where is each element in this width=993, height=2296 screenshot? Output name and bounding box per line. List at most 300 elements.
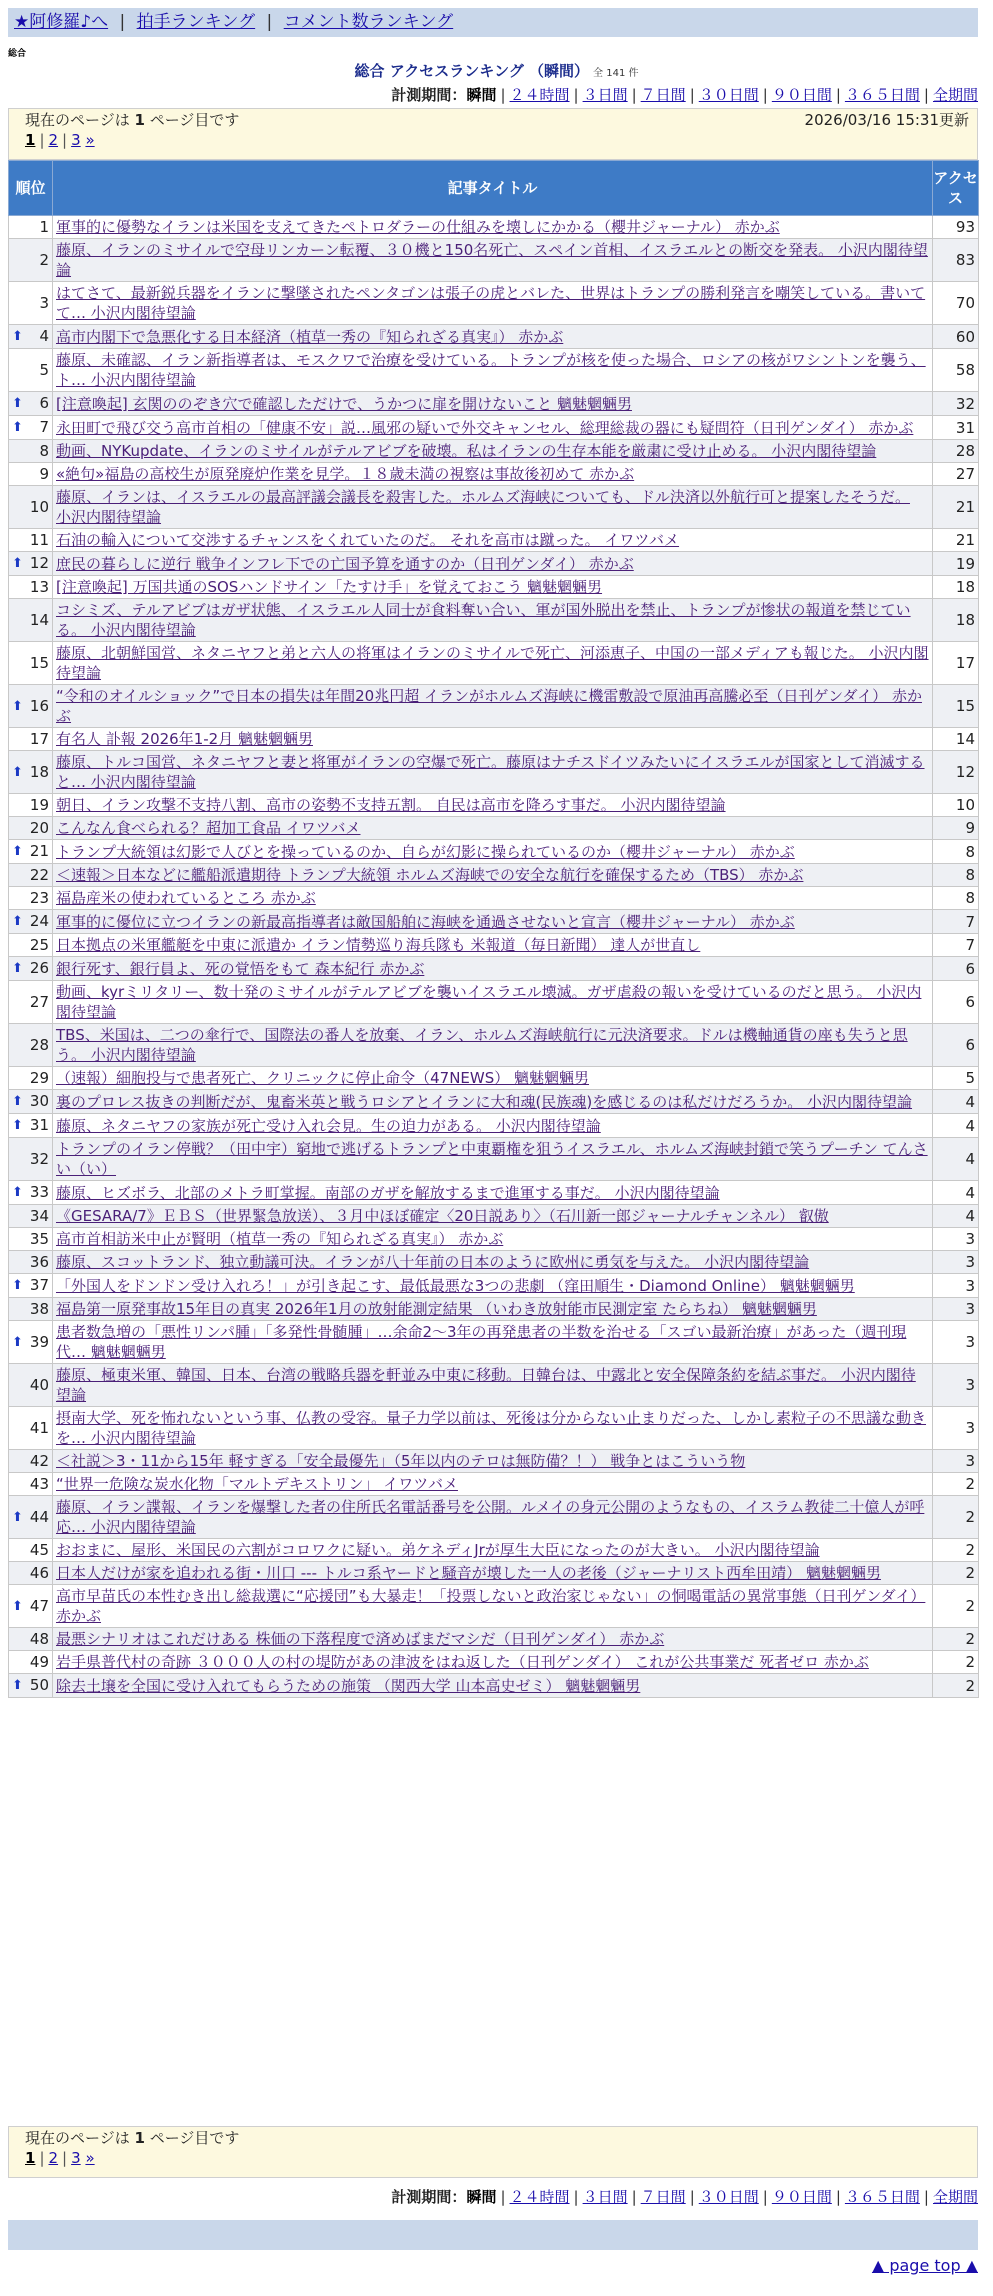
rank-cell [9,1114,53,1138]
table-row [9,1539,979,1562]
rank-cell [9,486,53,529]
article-title-link[interactable]: 藤原、北朝鮮国営、ネタニヤフと弟と六人の将軍はイランのミサイルで死亡、河添恵子、中国の一部メディアも報じた。 小沢内閣待望論 [56,644,929,682]
rank-number: 4 [39,327,49,345]
title-cell [53,1539,933,1562]
access-count: 3 [933,1228,979,1251]
article-title-link[interactable]: 藤原、極東米軍、韓国、日本、台湾の戦略兵器を軒並み中東に移動。日韓台は、中露北と安全保障条約を結ぶ事だ。 小沢内閣待望論 [56,1366,916,1404]
rank-number: 28 [29,1036,49,1054]
title-cell [53,1562,933,1585]
table-row [9,642,979,685]
table-row [9,957,979,981]
period-separator: | [689,86,695,104]
table-row [9,1407,979,1450]
access-count: 6 [933,981,979,1024]
nav-separator: | [119,12,126,32]
period-label: 計測期間： [391,86,467,104]
rank-cell [9,957,53,981]
rank-cell [9,887,53,910]
rank-number: 9 [39,465,49,483]
access-count: 3 [933,1450,979,1473]
period-separator: | [762,2188,768,2206]
article-title-link[interactable]: 「外国人をドンドン受け入れろ！」が引き起こす、最低最悪な3つの悲劇 （窪田順生・Diamond Online） 魑魅魍魎男 [56,1276,855,1295]
rank-cell [9,817,53,840]
article-title-link[interactable]: 銀行死す、銀行員よ、死の覚悟をもて 森本紀行 赤かぶ [56,959,425,978]
title-cell [53,599,933,642]
rank-number: 22 [29,866,49,884]
article-title-link[interactable]: 有名人 訃報 2026年1-2月 魑魅魍魎男 [56,730,313,748]
period-separator: | [500,86,506,104]
access-count: 4 [933,1114,979,1138]
article-title-link[interactable]: 裏のプロレス抜きの判断だが、鬼畜米英と戦うロシアとイランに大和魂(民族魂)を感じるのは私だけだろうか。 小沢内閣待望論 [56,1092,913,1111]
article-title-link[interactable]: トランプ大統領は幻影で人びとを操っているのか、自らが幻影に操られているのか（櫻井ジャーナル） 赤かぶ [56,842,795,861]
page-separator: | [39,131,45,149]
updated-timestamp: 2026/03/16 15:31更新 [804,111,969,129]
rank-up-arrow-icon: ⬆ [12,1509,23,1525]
rank-cell [9,1090,53,1114]
rank-up-arrow-icon: ⬆ [12,698,23,714]
rank-cell [9,599,53,642]
article-title-link[interactable]: 患者数急増の「悪性リンパ腫」「多発性骨髄腫」…余命2～3年の再発患者の半数を治せる「スゴい最新治療」があった（週刊現代… 魑魅魍魎男 [56,1323,907,1361]
rank-cell [9,576,53,599]
period-link[interactable]: ７日間 [640,2188,686,2206]
section-label: 総合 [8,49,27,59]
ranking-table [8,160,979,1698]
table-header-row [9,161,979,216]
rank-cell [9,728,53,751]
current-page-number: 1 [134,2129,145,2147]
article-title-link[interactable]: 藤原、スコットランド、独立動議可決。イランが八十年前の日本のように欧州に勇気を与えた。 小沢内閣待望論 [56,1253,810,1271]
article-title-link[interactable]: 《GESARA/7》ＥＢＳ（世界緊急放送）、３月中ほぼ確定〈20日説あり〉（石川新一郎ジャーナルチャンネル） 叡傲 [56,1207,829,1225]
article-title-link[interactable]: 福島第一原発事故15年目の真実 2026年1月の放射能測定結果 （いわき放射能市民測定室 たらちね） 魑魅魍魎男 [56,1300,817,1318]
rank-number: 16 [29,696,49,715]
pager-bottom [8,2126,978,2178]
article-title-link[interactable]: 藤原、イランは、イスラエルの最高評議会議長を殺害した。ホルムズ海峡についても、ドル決済以外航行可と提案したそうだ。 小沢内閣待望論 [56,488,910,526]
title-cell [53,840,933,864]
article-title-link[interactable]: 日本拠点の米軍艦艇を中東に派遣か イラン情勢巡り海兵隊も 米報道（毎日新聞） 達人が世直し [56,936,701,954]
period-link[interactable]: ２４時間 [509,86,570,104]
rank-number: 12 [29,554,49,572]
rank-cell [9,794,53,817]
article-title-link[interactable]: （速報）細胞投与で患者死亡、クリニックに停止命令（47NEWS） 魑魅魍魎男 [56,1069,590,1087]
page-top-link[interactable]: ▲ page top ▲ [871,2256,978,2275]
title-cell [53,685,933,728]
article-title-link[interactable]: 庶民の暮らしに逆行 戦争インフレ下での亡国予算を通すのか（日刊ゲンダイ） 赤かぶ [56,554,634,573]
period-separator: | [573,2188,579,2206]
period-link[interactable]: ３０日間 [698,86,759,104]
article-title-link[interactable]: はてさて、最新鋭兵器をイランに撃墜されたペンタゴンは張子の虎とバレた、世界はトランプの勝利発言を嘲笑している。書いてて… 小沢内閣待望論 [56,284,926,322]
rank-number: 19 [29,796,49,814]
header-title: 記事タイトル [53,161,933,216]
period-link[interactable]: ３６５日間 [844,2188,920,2206]
period-link[interactable]: 全期間 [932,2188,978,2206]
access-count: 3 [933,1274,979,1298]
title-cell [53,1228,933,1251]
access-count: 14 [933,728,979,751]
access-count: 4 [933,1181,979,1205]
article-title-link[interactable]: «絶句»福島の高校生が原発廃炉作業を見学。１８歳未満の視察は事故後初めて 赤かぶ [56,465,635,483]
title-cell [53,1473,933,1496]
title-cell [53,817,933,840]
table-row [9,325,979,349]
rank-cell [9,1628,53,1651]
access-count: 21 [933,529,979,552]
rank-cell [9,1024,53,1067]
rank-cell [9,1228,53,1251]
access-count: 8 [933,887,979,910]
table-row [9,1067,979,1090]
rank-cell [9,392,53,416]
page-link[interactable]: 1 [25,2149,36,2167]
rank-up-arrow-icon: ⬆ [12,1598,23,1614]
article-title-link[interactable]: 藤原、ネタニヤフの家族が死亡受け入れ会見。生の迫力がある。 小沢内閣待望論 [56,1116,601,1135]
rank-number: 2 [39,251,49,269]
home-link[interactable]: ★阿修羅♪へ [14,12,109,32]
access-count: 60 [933,325,979,349]
rank-number: 33 [29,1183,49,1201]
period-separator: | [500,2188,506,2206]
access-count: 2 [933,1473,979,1496]
rank-up-arrow-icon: ⬆ [12,844,23,859]
rank-number: 49 [29,1653,49,1671]
rank-cell [9,282,53,325]
rank-cell [9,1298,53,1321]
rank-cell [9,981,53,1024]
article-title-link[interactable]: TBS、米国は、二つの傘行で、国際法の番人を放棄、イラン、ホルムズ海峡航行に元決済要求。ドルは機軸通貨の座も失うと思う。 小沢内閣待望論 [56,1026,908,1064]
rank-number: 48 [29,1630,49,1648]
rank-cell [9,1496,53,1539]
rank-cell [9,463,53,486]
table-row [9,1674,979,1698]
period-link[interactable]: 全期間 [932,86,978,104]
title-cell [53,463,933,486]
rank-cell [9,529,53,552]
table-row [9,934,979,957]
title-cell [53,1181,933,1205]
access-count: 3 [933,1364,979,1407]
rank-number: 17 [29,730,49,748]
access-count: 28 [933,440,979,463]
article-title-link[interactable]: 日本人だけが家を追われる街・川口 --- トルコ系ヤードと騒音が壊した一人の老後（ジャーナリスト西牟田靖） 魑魅魍魎男 [56,1564,881,1582]
access-count: 21 [933,486,979,529]
article-title-link[interactable]: [注意喚起] 玄関ののぞき穴で確認しただけで、うかつに扉を開けないこと 魑魅魍魎男 [56,394,632,413]
page-separator: | [62,131,68,149]
rank-up-arrow-icon: ⬆ [12,329,23,344]
access-count: 70 [933,282,979,325]
rank-cell [9,1274,53,1298]
title-cell [53,910,933,934]
rank-cell [9,239,53,282]
current-page-suffix: ページ目です [149,2129,240,2147]
rank-number: 20 [29,819,49,837]
current-page-prefix: 現在のページは [25,111,130,129]
page-separator: | [39,2149,45,2167]
rank-number: 26 [29,959,49,977]
access-count: 3 [933,1251,979,1274]
rank-up-arrow-icon: ⬆ [12,764,23,780]
rank-number: 15 [29,654,49,672]
article-title-link[interactable]: コシミズ、テルアビブはガザ状態、イスラエル人同士が食料奪い合い、軍が国外脱出を禁止、トランプが惨状の報道を禁じている。 小沢内閣待望論 [56,601,911,639]
article-title-link[interactable]: 藤原、未確認、イラン新指導者は、モスクワで治療を受けている。トランプが核を使った場合、ロシアの核がワシントンを襲う、ト… 小沢内閣待望論 [56,351,926,389]
article-title-link[interactable]: “世界一危険な炭水化物「マルトデキストリン」 イワツバメ [56,1475,458,1493]
title-cell [53,957,933,981]
title-cell [53,642,933,685]
title-cell [53,1321,933,1364]
title-cell [53,1496,933,1539]
next-page-link[interactable]: » [85,2149,95,2167]
period-link[interactable]: ７日間 [640,86,686,104]
access-count: 83 [933,239,979,282]
title-cell [53,486,933,529]
page-link[interactable]: 3 [71,131,81,149]
access-count: 10 [933,794,979,817]
table-row [9,981,979,1024]
rank-cell [9,1181,53,1205]
title-cell [53,794,933,817]
rank-up-arrow-icon: ⬆ [12,1185,23,1200]
article-title-link[interactable]: 岩手県普代村の奇跡 ３０００人の村の堤防があの津波をはね返した（日刊ゲンダイ） これが公共事業だ 死者ゼロ 赤かぶ [56,1653,869,1671]
article-title-link[interactable]: [注意喚起] 万国共通のSOSハンドサイン「たすけ手」を覚えておこう 魑魅魍魎男 [56,578,603,596]
rank-up-arrow-icon: ⬆ [12,961,23,976]
rank-number: 25 [29,936,49,954]
article-title-link[interactable]: おおまに、屋形、米国民の六割がコロワクに疑い。弟ケネディJrが厚生大臣になったのが大きい。 小沢内閣待望論 [56,1541,820,1559]
access-count: 4 [933,1090,979,1114]
current-page-suffix: ページ目です [149,111,240,129]
period-link[interactable]: ９０日間 [771,2188,832,2206]
article-title-link[interactable]: 藤原、イランのミサイルで空母リンカーン転覆、３０機と150名死亡、スペイン首相、イスラエルとの断交を発表。 小沢内閣待望論 [56,241,928,279]
period-separator: | [631,86,637,104]
rank-number: 8 [39,442,49,460]
access-count: 17 [933,642,979,685]
title-cell [53,1138,933,1181]
title-cell [53,981,933,1024]
period-link[interactable]: ２４時間 [509,2188,570,2206]
article-title-link[interactable]: 福島産米の使われているところ 赤かぶ [56,889,316,907]
next-page-link[interactable]: » [85,131,95,149]
rank-cell [9,840,53,864]
access-count: 4 [933,1138,979,1181]
article-title-link[interactable]: 藤原、イラン諜報、イランを爆撃した者の住所氏名電話番号を公開。ルメイの身元公開のようなもの、イスラム教徒二十億人が呼応… 小沢内閣待望論 [56,1498,925,1536]
page-link[interactable]: 2 [48,131,59,149]
rank-number: 32 [29,1150,49,1168]
rank-number: 34 [29,1207,49,1225]
table-row [9,392,979,416]
rank-up-arrow-icon: ⬆ [12,396,23,411]
table-row [9,1181,979,1205]
access-count: 12 [933,751,979,794]
article-title-link[interactable]: 最悪シナリオはこれだけある 株価の下落程度で済めばまだマシだ（日刊ゲンダイ） 赤かぶ [56,1630,665,1648]
rank-number: 35 [29,1230,49,1248]
rank-number: 39 [29,1332,49,1351]
rank-cell [9,1473,53,1496]
rank-number: 41 [29,1419,49,1437]
title-cell [53,1090,933,1114]
table-row [9,1496,979,1539]
access-count: 8 [933,840,979,864]
rank-number: 29 [29,1069,49,1087]
table-row [9,1024,979,1067]
table-row [9,794,979,817]
period-selector-bottom [391,2186,978,2207]
table-row [9,239,979,282]
access-count: 19 [933,552,979,576]
ranking-title-text: 総合 アクセスランキング （瞬間） [354,62,590,80]
rank-number: 31 [29,1116,49,1134]
title-cell [53,934,933,957]
page-link[interactable]: 3 [71,2149,81,2167]
access-count: 18 [933,599,979,642]
table-row [9,1298,979,1321]
article-title-link[interactable]: 高市早苗氏の本性むき出し総裁選に“応援団”も大暴走！「投票しないと政治家じゃない」の恫喝電話の異常事態（日刊ゲンダイ） 赤かぶ [56,1587,926,1625]
article-title-link[interactable]: トランプのイラン停戦？（田中宇）窮地で逃げるトランプと中東覇権を狙うイスラエル、ホルムズ海峡封鎖で笑うプーチン てんさい（い） [56,1140,928,1178]
page-link[interactable]: 2 [48,2149,59,2167]
access-count: 7 [933,910,979,934]
title-cell [53,576,933,599]
article-title-link[interactable]: 藤原、トルコ国営、ネタニヤフと妻と将軍がイランの空爆で死亡。藤原はナチスドイツみたいにイスラエルが国家として消滅すると… 小沢内閣待望論 [56,753,925,791]
article-title-link[interactable]: 朝日、イラン攻撃不支持八割、高市の姿勢不支持五割。 自民は高市を降ろす事だ。 小沢内閣待望論 [56,796,726,814]
title-cell [53,216,933,239]
table-row [9,1274,979,1298]
period-link[interactable]: ３日間 [582,86,628,104]
ranking-title [0,60,993,81]
title-cell [53,1407,933,1450]
article-title-link[interactable]: 摂南大学、死を怖れないという事、仏教の受容。量子力学以前は、死後は分からない止まりだった、しかし素粒子の不思議な動きを… 小沢内閣待望論 [56,1409,927,1447]
title-cell [53,751,933,794]
page-links [25,2149,961,2168]
period-link[interactable]: ３０日間 [698,2188,759,2206]
rank-cell [9,1067,53,1090]
access-count: 27 [933,463,979,486]
clap-ranking-link[interactable]: 拍手ランキング [136,12,256,32]
table-row [9,1585,979,1628]
rank-cell [9,934,53,957]
rank-cell [9,1674,53,1698]
rank-number: 14 [29,611,49,629]
title-cell [53,1364,933,1407]
article-title-link[interactable]: 軍事的に優勢なイランは米国を支えてきたペトロダラーの仕組みを壊しにかかる（櫻井ジャーナル） 赤かぶ [56,218,780,236]
access-count: 6 [933,957,979,981]
header-rank: 順位 [9,161,53,216]
period-separator: | [923,2188,929,2206]
rank-cell [9,910,53,934]
period-current: 瞬間 [466,2188,497,2206]
period-link[interactable]: ３日間 [582,2188,628,2206]
article-title-link[interactable]: 高市内閣下で急悪化する日本経済（植草一秀の『知られざる真実』） 赤かぶ [56,327,564,346]
access-count: 5 [933,1067,979,1090]
rank-number: 11 [29,531,49,549]
header-access: アクセス [933,161,979,216]
access-count: 2 [933,1562,979,1585]
access-count: 2 [933,1496,979,1539]
article-title-link[interactable]: こんなん食べられる？超加工食品 イワツバメ [56,819,361,837]
access-count: 8 [933,864,979,887]
page-separator: | [62,2149,68,2167]
rank-cell [9,1138,53,1181]
table-row [9,1090,979,1114]
page-links [25,131,961,150]
rank-up-arrow-icon: ⬆ [12,556,23,571]
rank-up-arrow-icon: ⬆ [12,1094,23,1109]
rank-number: 6 [39,394,49,412]
rank-number: 50 [29,1676,49,1694]
article-title-link[interactable]: 動画、NYKupdate、イランのミサイルがテルアビブを破壊。私はイランの生存本能を厳粛に受け止める。 小沢内閣待望論 [56,442,877,460]
page-link[interactable]: 1 [25,131,36,149]
title-cell [53,728,933,751]
title-cell [53,239,933,282]
table-row [9,817,979,840]
period-separator: | [762,86,768,104]
rank-cell [9,864,53,887]
article-title-link[interactable]: ＜速報＞日本などに艦船派遣期待 トランプ大統領 ホルムズ海峡での安全な航行を確保するため（TBS） 赤かぶ [56,866,804,884]
access-count: 2 [933,1585,979,1628]
title-cell [53,552,933,576]
period-separator: | [689,2188,695,2206]
title-cell [53,1024,933,1067]
article-title-link[interactable]: 除去土壌を全国に受け入れてもらうための施策 （関西大学 山本高史ゼミ） 魑魅魍魎男 [56,1676,641,1695]
article-title-link[interactable]: 軍事的に優位に立つイランの新最高指導者は敵国船舶に海峡を通過させないと宣言（櫻井ジャーナル） 赤かぶ [56,912,795,931]
rank-cell [9,1321,53,1364]
article-title-link[interactable]: 動画、kyrミリタリー、数十発のミサイルがテルアビブを襲いイスラエル壊滅。ガザ虐殺の報いを受けているのだと思う。 小沢内閣待望論 [56,983,922,1021]
table-row [9,552,979,576]
title-cell [53,416,933,440]
article-title-link[interactable]: 永田町で飛び交う高市首相の「健康不安」説…風邪の疑いで外交キャンセル、総理総裁の器にも疑問符（日刊ゲンダイ） 赤かぶ [56,418,914,437]
article-title-link[interactable]: 藤原、ヒズボラ、北部のメトラ町掌握。南部のガザを解放するまで進軍する事だ。 小沢内閣待望論 [56,1183,720,1202]
access-count: 7 [933,934,979,957]
rank-up-arrow-icon: ⬆ [12,1678,23,1693]
rank-up-arrow-icon: ⬆ [12,1334,23,1350]
period-separator: | [631,2188,637,2206]
article-title-link[interactable]: 石油の輸入について交渉するチャンスをくれていたのだ。 それを高市は蹴った。 イワツバメ [56,531,680,549]
title-cell [53,1251,933,1274]
rank-number: 13 [29,578,49,596]
access-count: 32 [933,392,979,416]
table-row [9,599,979,642]
table-row [9,751,979,794]
title-cell [53,1067,933,1090]
period-link[interactable]: ３６５日間 [844,86,920,104]
article-title-link[interactable]: 高市首相訪米中止が賢明（植草一秀の『知られざる真実』） 赤かぶ [56,1230,504,1248]
access-count: 2 [933,1539,979,1562]
title-cell [53,1274,933,1298]
access-count: 15 [933,685,979,728]
table-row [9,1450,979,1473]
rank-cell [9,1539,53,1562]
title-cell [53,1450,933,1473]
current-page-prefix: 現在のページは [25,2129,130,2147]
table-row [9,1651,979,1674]
comment-ranking-link[interactable]: コメント数ランキング [283,12,454,32]
rank-cell [9,325,53,349]
rank-cell [9,685,53,728]
table-row [9,416,979,440]
nav-separator: | [266,12,273,32]
article-title-link[interactable]: “令和のオイルショック”で日本の損失は年間20兆円超 イランがホルムズ海峡に機雷敷設で原油再高騰必至（日刊ゲンダイ） 赤かぶ [56,687,922,725]
title-cell [53,864,933,887]
rank-cell [9,642,53,685]
access-count: 9 [933,817,979,840]
access-count: 18 [933,576,979,599]
rank-up-arrow-icon: ⬆ [12,420,23,435]
rank-cell [9,440,53,463]
title-cell [53,440,933,463]
rank-number: 40 [29,1376,49,1394]
article-title-link[interactable]: ＜社説＞3・11から15年 軽すぎる「安全最優先」（5年以内のテロは無防備？！） 戦争とはこういう物 [56,1452,746,1470]
rank-number: 44 [29,1507,49,1526]
period-separator: | [835,86,841,104]
top-navigation [8,8,978,37]
period-link[interactable]: ９０日間 [771,86,832,104]
access-count: 3 [933,1321,979,1364]
total-count: 全 141 件 [593,68,639,79]
